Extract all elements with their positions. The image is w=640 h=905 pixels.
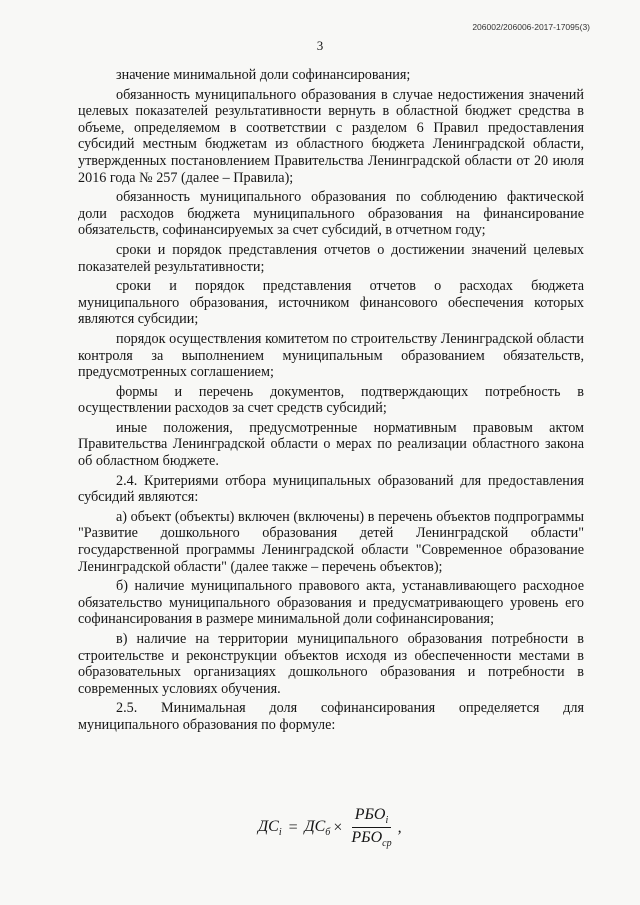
paragraph: порядок осуществления комитетом по строительству Ленинградской области контроля за выполнением муниципальным образованием обязательств, предусмотренных соглашением; bbox=[78, 330, 584, 381]
section-2-5: 2.5. Минимальная доля софинансирования определяется для муниципального образования по формуле: bbox=[78, 700, 584, 733]
paragraph: формы и перечень документов, подтверждающих потребность в осуществлении расходов за счет средств субсидий; bbox=[78, 383, 584, 417]
paragraph: значение минимальной доли софинансирования; bbox=[116, 67, 411, 83]
formula-lhs: $ДС_i$ bbox=[258, 817, 282, 838]
document-id: 206002/206006-2017-17095(3) bbox=[472, 22, 590, 32]
paragraph: обязанность муниципального образования по соблюдению фактической доли расходов бюджета муниципального образования на финансирование обязательств, софинансируемых за счет субсидий, в отчетном году; bbox=[78, 189, 584, 239]
formula-times: × bbox=[333, 818, 343, 836]
formula-denominator: $РБО_{ср}$ bbox=[351, 829, 392, 850]
paragraph: сроки и порядок представления отчетов о расходах бюджета муниципального образования, источником финансового обеспечения которых являются субсидии; bbox=[78, 278, 584, 328]
formula-equals: = bbox=[287, 818, 299, 836]
criterion-c: в) наличие на территории муниципального образования потребности в строительстве и реконструкции объектов исходя из обеспеченности местами в образовательных организациях дошкольного образования и потребности в современных условиях обучения. bbox=[78, 631, 584, 697]
page-number: 3 bbox=[316, 38, 324, 53]
criterion-a: а) объект (объекты) включен (включены) в перечень объектов подпрограммы "Развитие дошкольного образования детей Ленинградской области" государственной программы Ленинградской области "Современное образование Ленинградской области" (далее также – перечень объектов); bbox=[78, 508, 584, 575]
document-body bbox=[78, 67, 584, 737]
paragraph: иные положения, предусмотренные нормативным правовым актом Правительства Ленинградской области о мерах по реализации областного закона об областном бюджете. bbox=[78, 419, 584, 470]
formula-fraction bbox=[348, 806, 394, 849]
formula-numerator: $РБО_i$ bbox=[352, 806, 392, 828]
paragraph: сроки и порядок представления отчетов о достижении значений целевых показателей результативности; bbox=[78, 241, 584, 275]
formula-comma: , bbox=[397, 818, 402, 836]
paragraph: обязанность муниципального образования в случае недостижения значений целевых показателей результативности вернуть в областной бюджет средства в объеме, определяемом в соответствии с разделом 6 Правил предоставления субсидий местным бюджетам из областного бюджета Ленинградской области, утвержденных постановлением Правительства Ленинградской области от 20 июля 2016 года № 257 (далее – Правила); bbox=[78, 86, 584, 186]
cofinancing-formula bbox=[258, 806, 402, 849]
formula-base: $ДС_б$ bbox=[304, 817, 331, 838]
criterion-b: б) наличие муниципального правового акта, устанавливающего расходное обязательство муниципального образования и предусматривающего уровень его софинансирования в размере минимальной доли софинансирования; bbox=[78, 578, 584, 628]
section-2-4: 2.4. Критериями отбора муниципальных образований для предоставления субсидий являются: bbox=[78, 472, 584, 506]
